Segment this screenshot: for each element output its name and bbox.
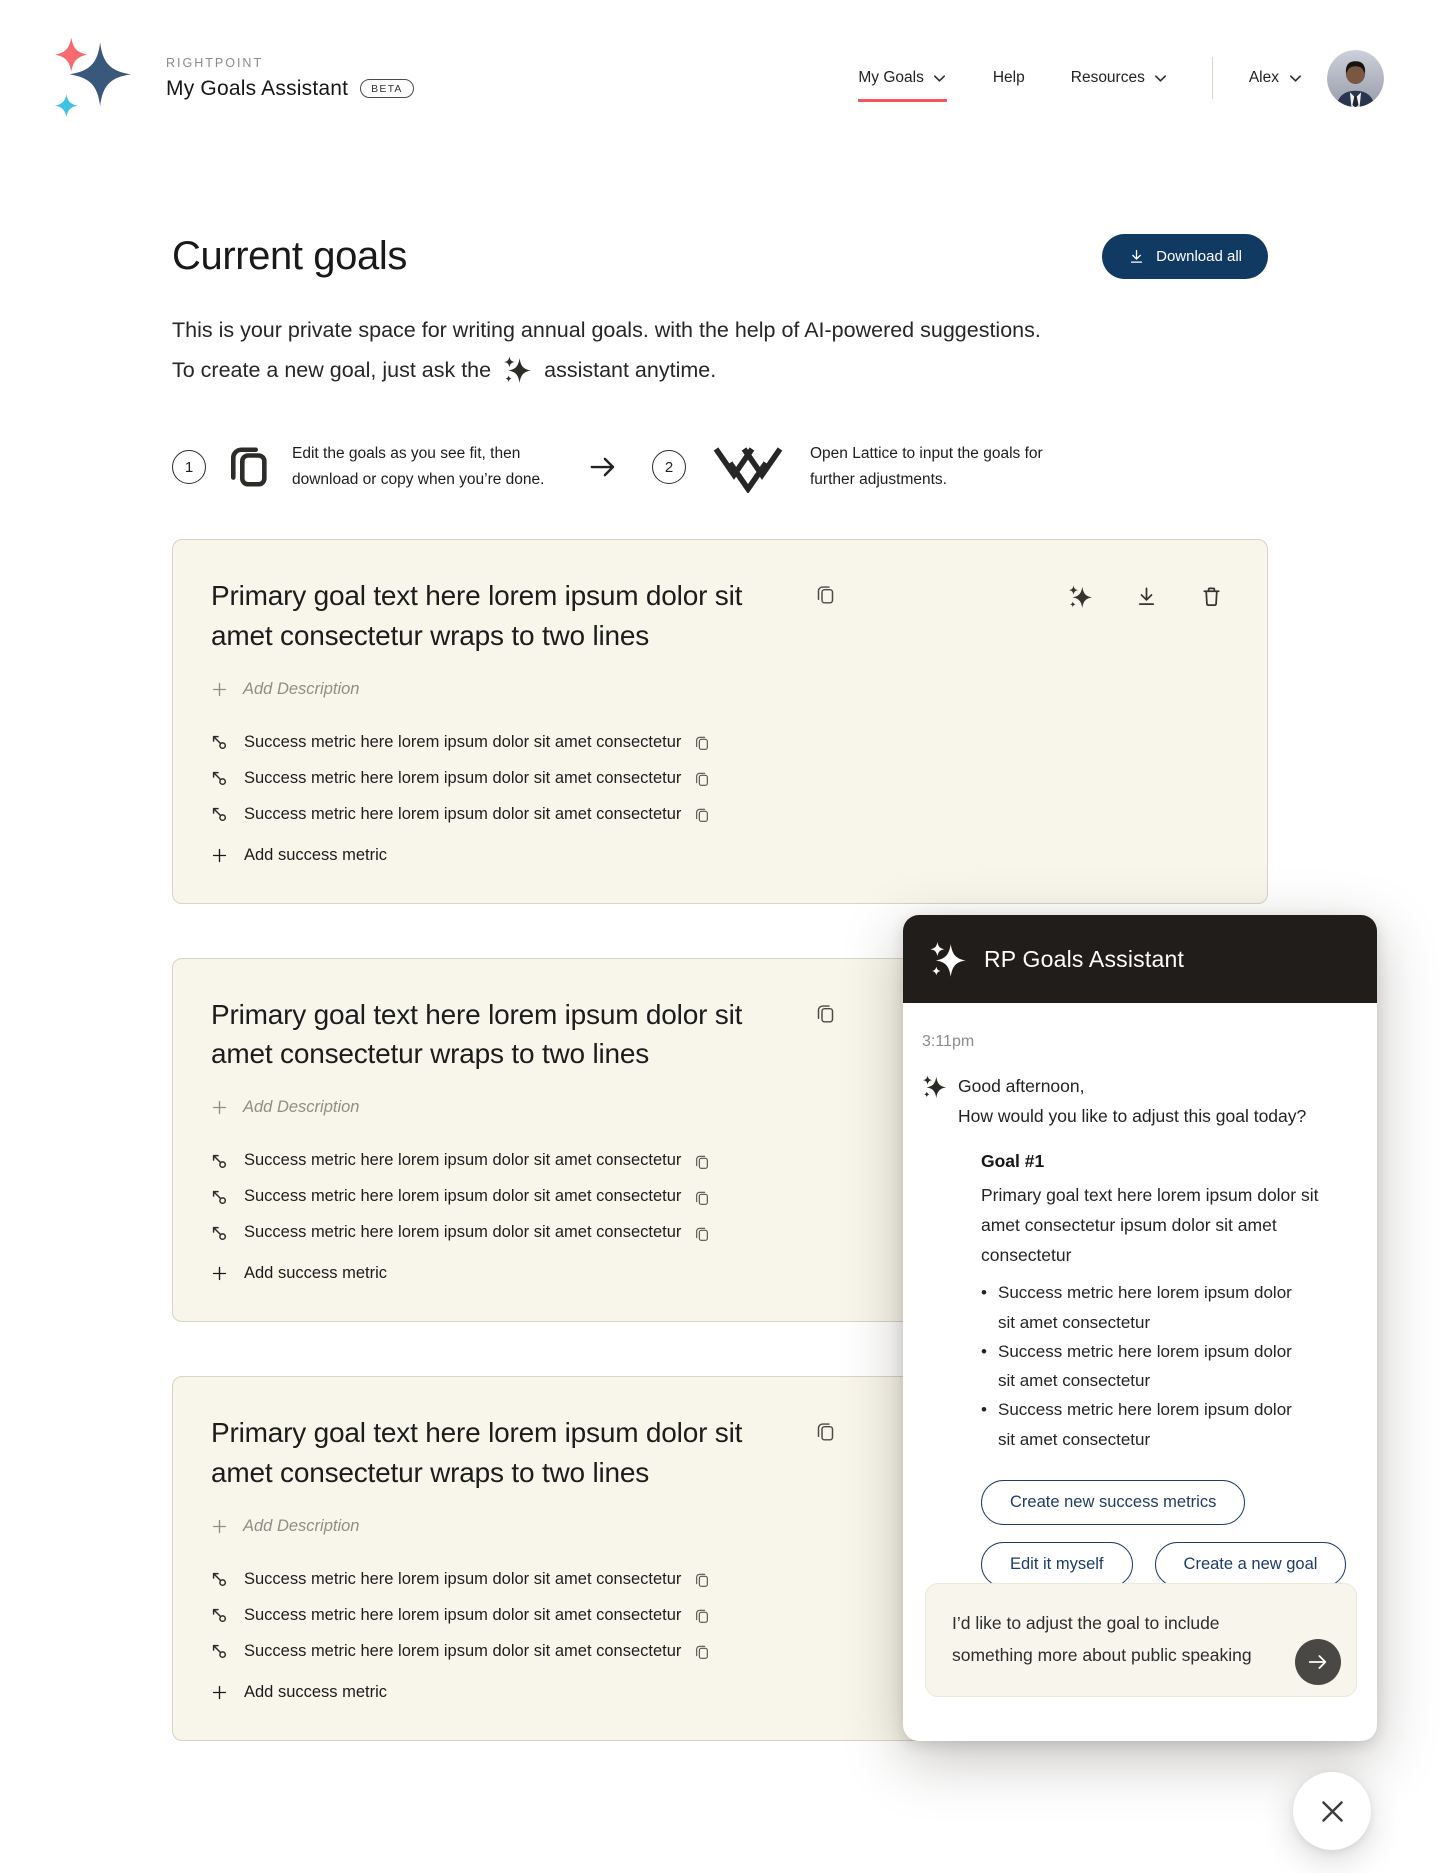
copy-metric-button[interactable] [694, 1226, 710, 1242]
goal-bullet: • Success metric here lorem ipsum dolor sit amet consectetur [981, 1395, 1301, 1453]
chevron-down-icon [932, 71, 947, 86]
copy-metric-button[interactable] [694, 1190, 710, 1206]
copy-icon [694, 735, 710, 751]
download-icon [1135, 585, 1158, 608]
copy-metric-button[interactable] [694, 1644, 710, 1660]
nav-item-my-goals[interactable]: My Goals [858, 69, 946, 102]
avatar[interactable] [1327, 50, 1384, 107]
dart-target-icon [211, 1225, 227, 1241]
message-timestamp: 3:11pm [922, 1033, 975, 1050]
copy-icon [694, 1608, 710, 1624]
copy-icon [694, 1190, 710, 1206]
goal-title[interactable]: Primary goal text here lorem ipsum dolor sit amet consectetur wraps to two lines [211, 1417, 743, 1488]
company-name: RIGHTPOINT [166, 55, 264, 70]
copy-icon [815, 1003, 836, 1024]
copy-metric-button[interactable] [694, 1608, 710, 1624]
copy-icon [815, 1421, 836, 1442]
dart-target-icon [211, 1189, 227, 1205]
app-header [0, 0, 1440, 130]
copy-icon [694, 1572, 710, 1588]
intro-line-2: To create a new goal, just ask the assistant anytime. [172, 351, 1268, 391]
close-chat-button[interactable] [1293, 1772, 1371, 1850]
lattice-logo [710, 441, 786, 493]
copy-goal-button[interactable] [815, 1003, 836, 1024]
nav-divider [1212, 57, 1213, 99]
intro-line-1: This is your private space for writing annual goals. with the help of AI-powered suggestions. [172, 318, 1041, 342]
steps-row [172, 441, 1268, 493]
send-button[interactable] [1295, 1639, 1341, 1685]
close-x-icon [1317, 1796, 1348, 1827]
plus-icon [211, 1684, 228, 1701]
chat-panel [903, 915, 1377, 1741]
goal-card-1 [172, 539, 1268, 904]
dart-target-icon [211, 806, 227, 822]
step-1-text: Edit the goals as you see fit, then download or copy when you’re done. [292, 444, 545, 488]
intro-text [172, 311, 1268, 391]
brand-block [166, 56, 414, 101]
success-metric-row: Success metric here lorem ipsum dolor sit amet consectetur [211, 1151, 1223, 1170]
delete-goal-button[interactable] [1200, 585, 1223, 608]
nav-item-help[interactable]: Help [992, 69, 1025, 86]
edit-it-myself-button[interactable]: Edit it myself [981, 1542, 1133, 1587]
step-2 [652, 441, 1050, 493]
greeting-text: Good afternoon, [958, 1076, 1085, 1096]
copy-icon [226, 444, 272, 490]
add-success-metric-button[interactable]: Add success metric [211, 1683, 1223, 1702]
dart-target-icon [211, 734, 227, 750]
add-description-button[interactable]: Add Description [211, 1517, 1223, 1536]
success-metric-row: Success metric here lorem ipsum dolor sit amet consectetur [211, 1187, 1223, 1206]
copy-goal-button[interactable] [815, 1421, 836, 1442]
question-text: How would you like to adjust this goal today? [958, 1106, 1307, 1127]
page-title: Current goals [172, 234, 407, 278]
ai-assist-button[interactable] [1068, 584, 1093, 609]
goal-title[interactable]: Primary goal text here lorem ipsum dolor sit amet consectetur wraps to two lines [211, 580, 743, 651]
chat-input-container [925, 1583, 1357, 1697]
chat-input[interactable]: I’d like to adjust the goal to include something more about public speaking [952, 1613, 1252, 1665]
download-icon [1128, 248, 1145, 265]
chevron-down-icon [1288, 71, 1303, 86]
sparkle-icon [929, 940, 967, 978]
plus-icon [211, 1265, 228, 1282]
copy-goal-button[interactable] [815, 584, 836, 605]
main-nav [812, 50, 1384, 107]
user-menu[interactable] [1249, 69, 1303, 87]
copy-metric-button[interactable] [694, 807, 710, 823]
dart-target-icon [211, 770, 227, 786]
goal-summary-text: Primary goal text here lorem ipsum dolor sit amet consectetur ipsum dolor sit amet consectetur [981, 1185, 1319, 1266]
arrow-right-icon [1307, 1651, 1329, 1673]
add-success-metric-button[interactable]: Add success metric [211, 846, 1223, 865]
goal-bullet: • Success metric here lorem ipsum dolor sit amet consectetur [981, 1337, 1301, 1395]
copy-metric-button[interactable] [694, 771, 710, 787]
beta-badge: BETA [360, 79, 413, 98]
dart-target-icon [211, 1153, 227, 1169]
success-metric-row: Success metric here lorem ipsum dolor sit amet consectetur [211, 805, 1223, 824]
goal-summary [981, 1151, 1329, 1454]
success-metric-row: Success metric here lorem ipsum dolor sit amet consectetur [211, 733, 1223, 752]
plus-icon [211, 681, 228, 698]
dart-target-icon [211, 1571, 227, 1587]
success-metric-row: Success metric here lorem ipsum dolor sit amet consectetur [211, 1570, 1223, 1589]
nav-item-resources[interactable]: Resources [1071, 69, 1168, 102]
user-name: Alex [1248, 69, 1279, 86]
copy-icon [694, 1644, 710, 1660]
copy-icon [694, 1226, 710, 1242]
add-description-button[interactable]: Add Description [211, 680, 1223, 699]
copy-icon [694, 807, 710, 823]
success-metric-row: Success metric here lorem ipsum dolor sit amet consectetur [211, 1223, 1223, 1242]
copy-metric-button[interactable] [694, 1154, 710, 1170]
success-metric-row: Success metric here lorem ipsum dolor sit amet consectetur [211, 1642, 1223, 1661]
goal-number-label: Goal #1 [981, 1151, 1045, 1172]
copy-icon [694, 771, 710, 787]
chat-quick-actions [981, 1480, 1351, 1587]
download-goal-button[interactable] [1135, 585, 1158, 608]
chat-title: RP Goals Assistant [984, 945, 1185, 972]
copy-icon [815, 584, 836, 605]
step-1-number: 1 [172, 450, 206, 484]
sparkle-icon [1068, 584, 1093, 609]
dart-target-icon [211, 1643, 227, 1659]
step-1 [172, 441, 548, 493]
trash-icon [1200, 585, 1223, 608]
chat-header [903, 915, 1377, 1003]
arrow-right-icon [588, 452, 618, 482]
create-success-metrics-button[interactable]: Create new success metrics [981, 1480, 1245, 1525]
dart-target-icon [211, 1607, 227, 1623]
app-title: My Goals Assistant [166, 76, 349, 100]
plus-icon [211, 1518, 228, 1535]
copy-icon [694, 1154, 710, 1170]
assistant-message [922, 1071, 1351, 1131]
sparkle-icon [503, 355, 532, 384]
step-2-number: 2 [652, 450, 686, 484]
download-all-button[interactable]: Download all [1102, 234, 1268, 279]
step-2-text: Open Lattice to input the goals for further adjustments. [810, 444, 1043, 488]
chevron-down-icon [1153, 71, 1168, 86]
copy-metric-button[interactable] [694, 735, 710, 751]
add-success-metric-button[interactable]: Add success metric [211, 1264, 1223, 1283]
sparkle-icon [922, 1074, 947, 1099]
success-metric-row: Success metric here lorem ipsum dolor sit amet consectetur [211, 769, 1223, 788]
copy-metric-button[interactable] [694, 1572, 710, 1588]
create-new-goal-button[interactable]: Create a new goal [1155, 1542, 1347, 1587]
brand-logo-sparkle-icon [54, 35, 134, 121]
goal-bullet: • Success metric here lorem ipsum dolor sit amet consectetur [981, 1278, 1301, 1336]
add-description-button[interactable]: Add Description [211, 1098, 1223, 1117]
goal-title[interactable]: Primary goal text here lorem ipsum dolor sit amet consectetur wraps to two lines [211, 998, 743, 1070]
plus-icon [211, 1099, 228, 1116]
plus-icon [211, 847, 228, 864]
success-metric-row: Success metric here lorem ipsum dolor sit amet consectetur [211, 1606, 1223, 1625]
